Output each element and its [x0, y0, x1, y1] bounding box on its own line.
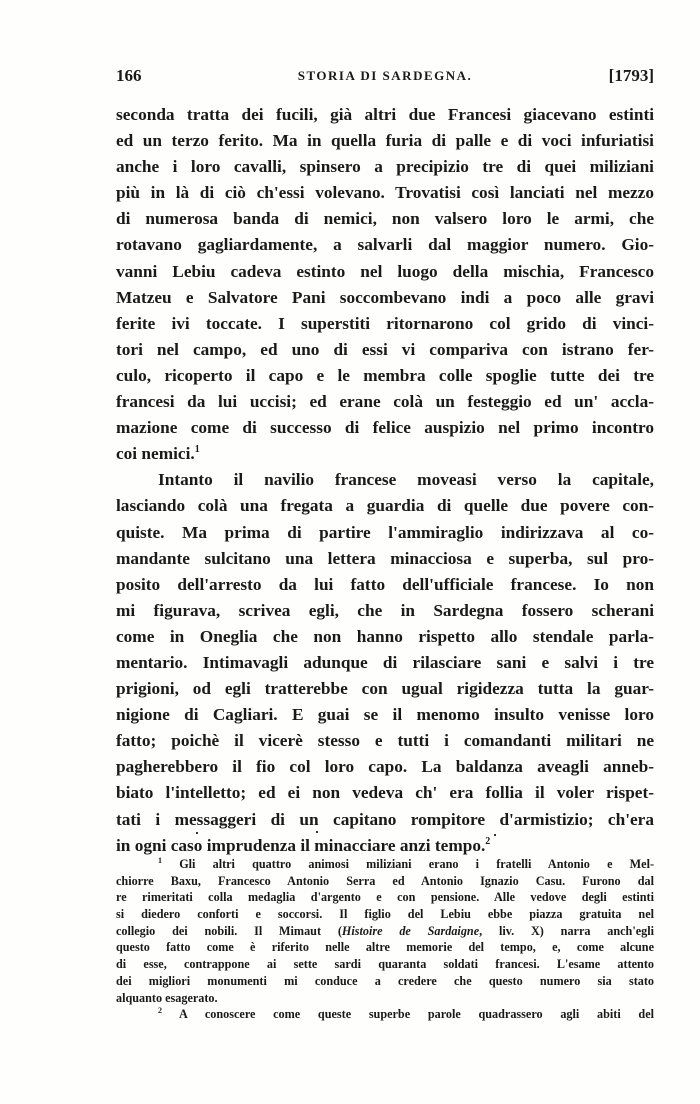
footnote-ref-1[interactable]: 1 [194, 444, 200, 456]
text-line: mazione come di successo di felice auspizio nel primo incontro [116, 418, 654, 438]
text-line: posito dell'arresto da lui fatto dell'ufficiale francese. Io non [116, 574, 654, 594]
footnote-line [116, 1006, 654, 1023]
text-line: rotavano gagliardamente, a salvarli dal maggior numero. Gio- [116, 235, 654, 255]
text-line: lasciando colà una fregata a guardia di quelle due povere con- [116, 496, 654, 516]
text-line: pagherebbero il fio col loro capo. La baldanza aveagli anneb- [116, 757, 654, 777]
text-line: di numerosa banda di nemici, non valsero loro le armi, che [116, 209, 654, 229]
page-header [116, 66, 654, 90]
running-title: STORIA DI SARDEGNA. [297, 68, 473, 83]
separator-dot [316, 831, 318, 833]
text-line: francesi da lui uccisi; ed erane colà un festeggio ed un' accla- [116, 392, 654, 412]
text-line: culo, ricoperto il capo e le membra colle spoglie tutte dei tre [116, 365, 654, 385]
footnote-text: , liv. X) narra anch'egli [479, 923, 654, 938]
text-line: quiste. Ma prima di partire l'ammiraglio indirizzava al co- [116, 522, 654, 542]
text-line: mi figurava, scrivea egli, che in Sardegna fossero scherani [116, 600, 654, 620]
footnote-line: questo fatto come è riferito nelle altre memorie del tempo, e, come alcune [116, 940, 654, 955]
footnote-marker-2: 2 [158, 1006, 162, 1016]
text-line: vanni Lebiu cadeva estinto nel luogo della mischia, Francesco [116, 261, 654, 281]
text-line: prigioni, od egli tratterebbe con ugual rigidezza tutta la guar- [116, 679, 654, 699]
text-line: mandante sulcitano una lettera minacciosa e superba, sul pro- [116, 548, 654, 568]
footnote-marker-1: 1 [158, 855, 162, 865]
footnote-text: collegio dei nobili. Il Mimaut ( [116, 923, 342, 938]
footnote-line: si diedero conforti e soccorsi. Il figlio del Lebiu ebbe piazza gratuita nel [116, 907, 654, 922]
footnote-line [116, 856, 654, 873]
text-line: biato l'intelletto; ed ei non vedeva ch' era follia il voler rispet- [116, 783, 654, 803]
cited-work-title: Histoire de Sardaigne [341, 923, 480, 938]
separator-dot [196, 832, 198, 834]
footnote-text: A conoscere come queste superbe parole quadrassero agli abiti del [179, 1007, 654, 1022]
text-line: ferite ivi toccate. I superstiti ritornarono col grido di vinci- [116, 313, 654, 333]
footnote-line: chiorre Baxu, Francesco Antonio Serra ed Antonio Ignazio Casu. Furono dal [116, 873, 654, 888]
text-line: tati i messaggeri di un capitano rompitore d'armistizio; ch'era [116, 809, 654, 829]
page-number: 166 [116, 66, 142, 85]
text-line: seconda tratta dei fucili, già altri due Francesi giacevano estinti [116, 105, 654, 124]
text-line: anche i loro cavalli, spinsero a precipizio tre di quei miliziani [116, 157, 654, 177]
text-line: fatto; poichè il vicerè stesso e tutti i comandanti militari ne [116, 731, 654, 751]
main-text [116, 102, 654, 859]
separator-dots [190, 828, 500, 836]
footnotes [116, 856, 654, 1023]
year-marker: [1793] [608, 66, 654, 85]
footnote-line [116, 923, 654, 940]
text-line: ed un terzo ferito. Ma in quella furia di palle e di voci infuriatisi [116, 131, 654, 151]
separator-dot [494, 834, 496, 836]
footnote-line: dei migliori monumenti mi conduce a credere che questo numero sia stato [116, 973, 654, 988]
footnote-line: di esse, contrappone ai sette sardi quaranta soldati francesi. L'esame attento [116, 957, 654, 972]
text-line: in ogni caso imprudenza il minacciare anzi tempo. [116, 835, 486, 855]
text-line: come in Oneglia che non hanno rispetto allo stendale parla- [116, 626, 654, 646]
text-line: coi nemici. [116, 444, 195, 464]
footnote-line: alquanto esagerato. [116, 990, 218, 1005]
text-line-paragraph-start: Intanto il navilio francese moveasi verso la capitale, [158, 470, 654, 490]
footnote-line: re rimeritati colla medaglia d'argento e con pensione. Alle vedove degli estinti [116, 890, 654, 905]
text-line: mentario. Intimavagli adunque di rilasciare sani e salvi i tre [116, 652, 654, 672]
text-line-paragraph-end [116, 833, 654, 859]
text-line-paragraph-end [116, 441, 654, 467]
footnote-text: Gli altri quattro animosi miliziani erano i fratelli Antonio e Mel- [179, 857, 655, 871]
text-line: nigione di Cagliari. E guai se il menomo insulto venisse loro [116, 705, 654, 725]
footnote-ref-2[interactable]: 2 [485, 835, 491, 847]
text-line: più in là di ciò ch'essi volevano. Trovatisi così lanciati nel mezzo [116, 183, 654, 203]
text-line: Matzeu e Salvatore Pani soccombevano indi a poco alle gravi [116, 287, 654, 307]
text-line: tori nel campo, ed uno di essi vi compariva con istrano fer- [116, 339, 654, 359]
